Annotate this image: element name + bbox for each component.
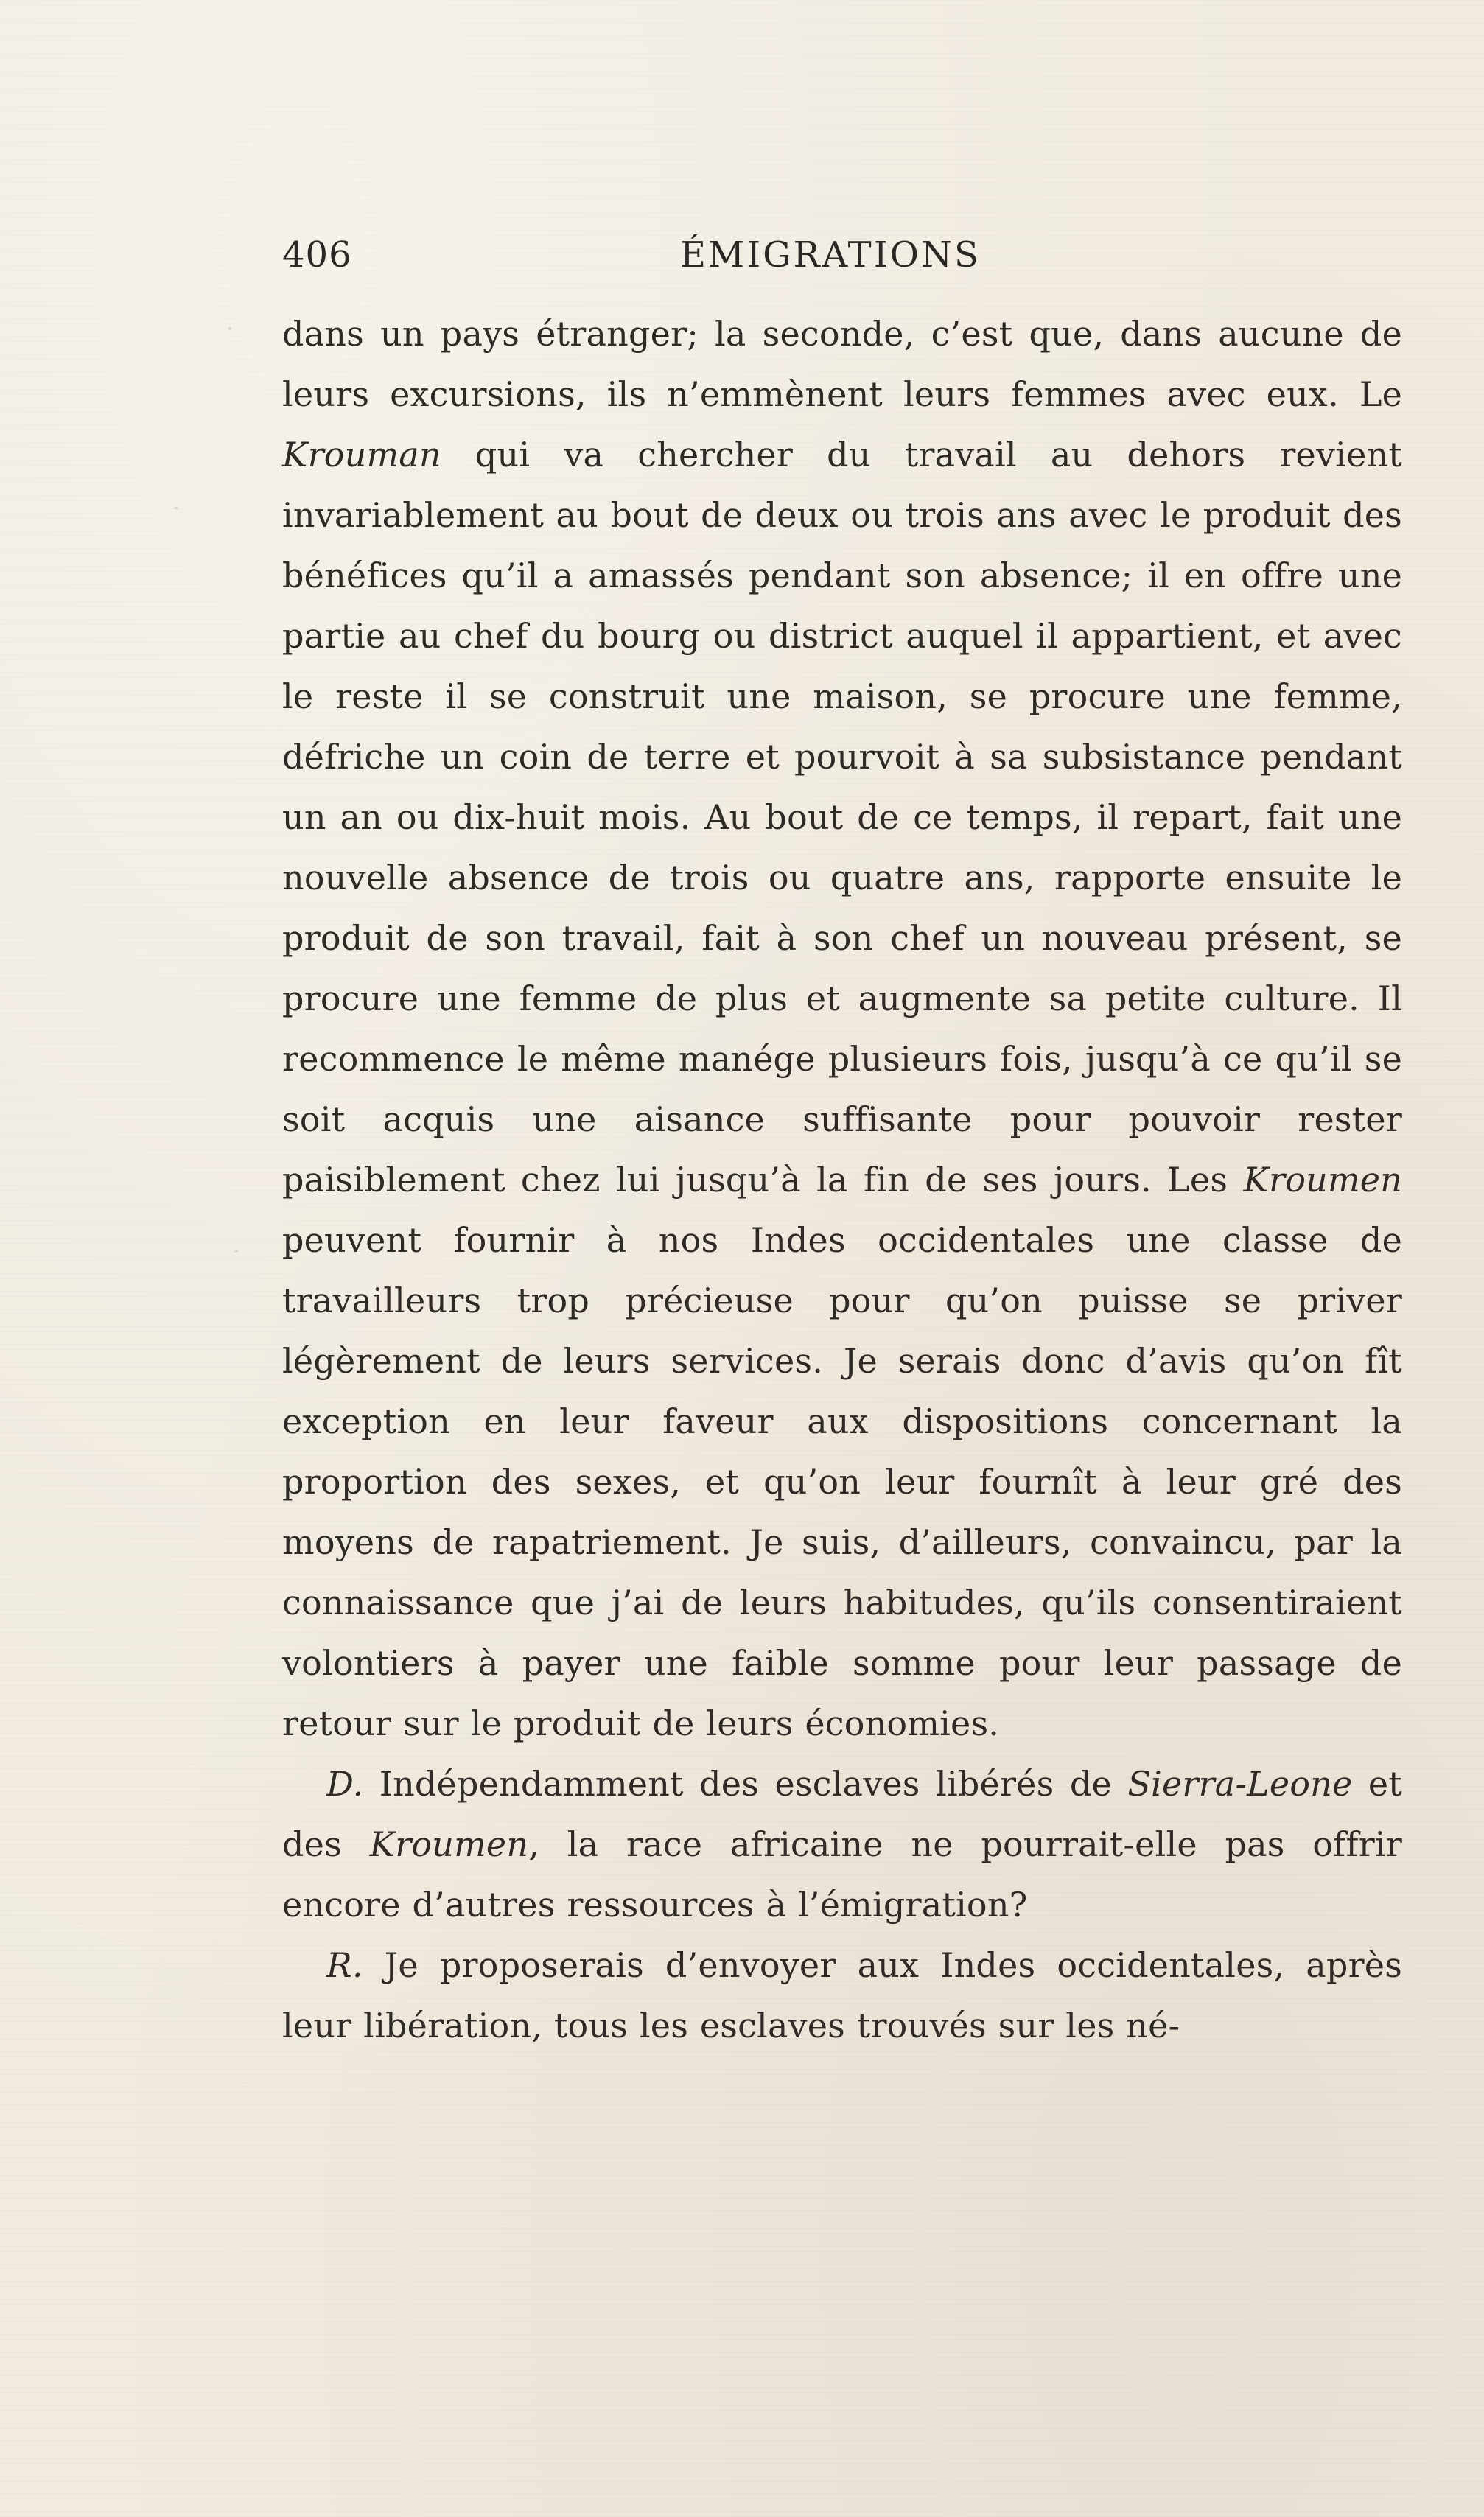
question-marker: D. — [326, 1764, 364, 1804]
italic-kroumen: Kroumen — [1243, 1160, 1402, 1200]
running-title: ÉMIGRATIONS — [680, 234, 981, 276]
paragraph-text-2: qui va chercher du travail au dehors revient invariablement au bout de deux ou trois ans avec le produit des bénéfices qu’il a amassés pendant son absence; il en offre une partie au chef du bourg ou district auquel il appartient, et avec le reste il se construit une maison, se procure une femme, défriche un coin de terre et pourvoit à sa subsistance pendant un an ou dix-huit mois. Au bout de ce temps, il repart, fait une nouvelle absence de trois ou quatre ans, rapporte ensuite le produit de son travail, fait à son chef un nouveau présent, se procure une femme de plus et augmente sa petite culture. Il recommence le même manége plusieurs fois, jusqu’à ce qu’il se soit acquis une aisance suffisante pour pouvoir rester paisiblement chez lui jusqu’à la fin de ses jours. Les — [282, 435, 1402, 1200]
question-text-3: , la race africaine ne pourrait-elle pas offrir encore d’autres ressources à l’émigration? — [282, 1824, 1402, 1925]
paragraph-text-3: peuvent fournir à nos Indes occidentales une classe de travailleurs trop précieuse pour qu’on puisse se priver légèrement de leurs services. Je serais donc d’avis qu’on fît exception en leur faveur aux dispositions concernant la proportion des sexes, et qu’on leur fournît à leur gré des moyens de rapatriement. Je suis, d’ailleurs, convaincu, par la connaissance que j’ai de leurs habitudes, qu’ils consentiraient volontiers à payer une faible somme pour leur passage de retour sur le produit de leurs économies. — [282, 1220, 1402, 1743]
paragraph-response — [282, 1935, 1402, 2056]
ink-speck — [174, 507, 178, 509]
italic-sierra-leone: Sierra-Leone — [1127, 1764, 1353, 1804]
paragraph-krouman — [282, 304, 1402, 1754]
ink-speck — [228, 327, 231, 330]
page-header — [282, 234, 1402, 301]
question-text-2: et des — [282, 1764, 1402, 1864]
response-text: Je proposerais d’envoyer aux Indes occidentales, après leur libération, tous les esclaves trouvés sur les né- — [282, 1945, 1402, 2045]
italic-krouman: Krouman — [282, 435, 441, 475]
ink-speck — [234, 1250, 238, 1252]
paragraph-text-1: dans un pays étranger; la seconde, c’est que, dans aucune de leurs excursions, ils n’emmènent leurs femmes avec eux. Le — [282, 314, 1402, 414]
question-text-1: Indépendamment des esclaves libérés de — [363, 1764, 1128, 1804]
page-number: 406 — [282, 234, 352, 276]
body-text — [282, 304, 1402, 2056]
italic-kroumen-2: Kroumen — [369, 1824, 529, 1864]
response-marker: R. — [326, 1945, 363, 1985]
paragraph-question — [282, 1754, 1402, 1935]
